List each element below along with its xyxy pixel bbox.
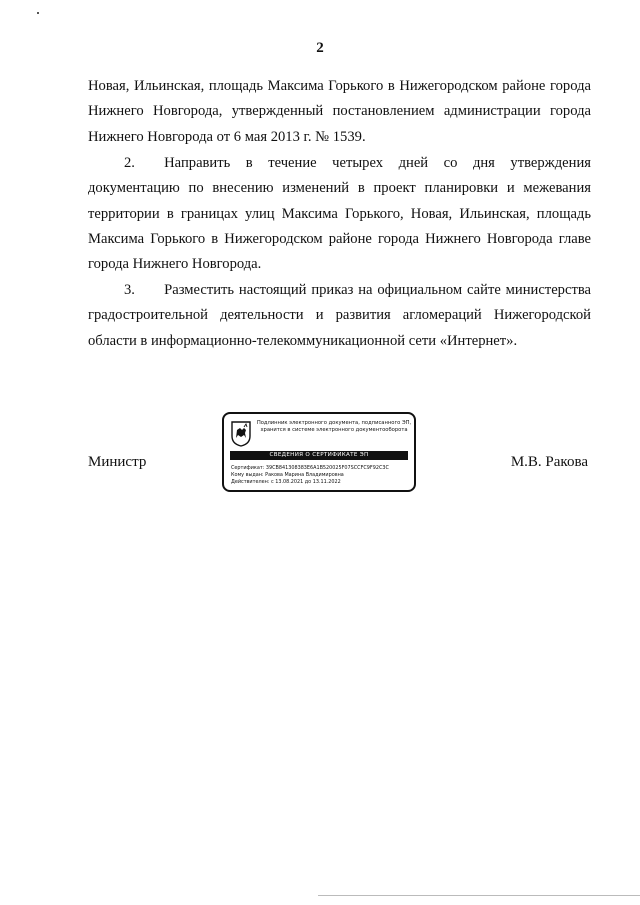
scan-mark-top-left: [37, 12, 39, 14]
stamp-note: [256, 420, 412, 434]
signatory-title: Министр: [88, 454, 147, 470]
certificate-number: Сертификат: 39CB841308383E6A1B520025F07SCCFC9F92C3C: [231, 465, 389, 471]
stamp-banner: СВЕДЕНИЯ О СЕРТИФИКАТЕ ЭП: [230, 451, 408, 460]
certificate-details: [231, 465, 411, 486]
certificate-validity: Действителен: с 13.08.2021 до 13.11.2022: [231, 479, 341, 485]
scan-mark-bottom-line: [318, 895, 640, 896]
electronic-signature-stamp: [222, 412, 416, 492]
coat-of-arms-icon: [231, 421, 251, 447]
stamp-note-line-1: Подлинник электронного документа, подписанного ЭП,: [256, 420, 412, 426]
signatory-name: М.В. Ракова: [510, 454, 588, 470]
paragraph-1: Новая, Ильинская, площадь Максима Горького в Нижегородском районе города Нижнего Новгорода, утвержденный постановлением администрации города Нижнего Новгорода от 6 мая 2013 г. № 1539.: [88, 78, 591, 145]
paragraph-3: 3. Разместить настоящий приказ на официальном сайте министерства градостроительной деятельности и развития агломераций Нижегородской области в информационно-телекоммуникационной сети «Интернет».: [88, 282, 591, 349]
certificate-owner: Кому выдан: Ракова Марина Владимировна: [231, 472, 344, 478]
page-number: 2: [316, 40, 324, 56]
paragraph-2: 2. Направить в течение четырех дней со дня утверждения документацию по внесению изменений в проект планировки и межевания территории в границах улиц Максима Горького, Новая, Ильинская, площадь Максима Горького в Нижегородском районе города Нижнего Новгорода главе города Нижнего Новгорода.: [88, 155, 591, 273]
stamp-note-line-2: хранится в системе электронного документооборота: [260, 427, 408, 433]
